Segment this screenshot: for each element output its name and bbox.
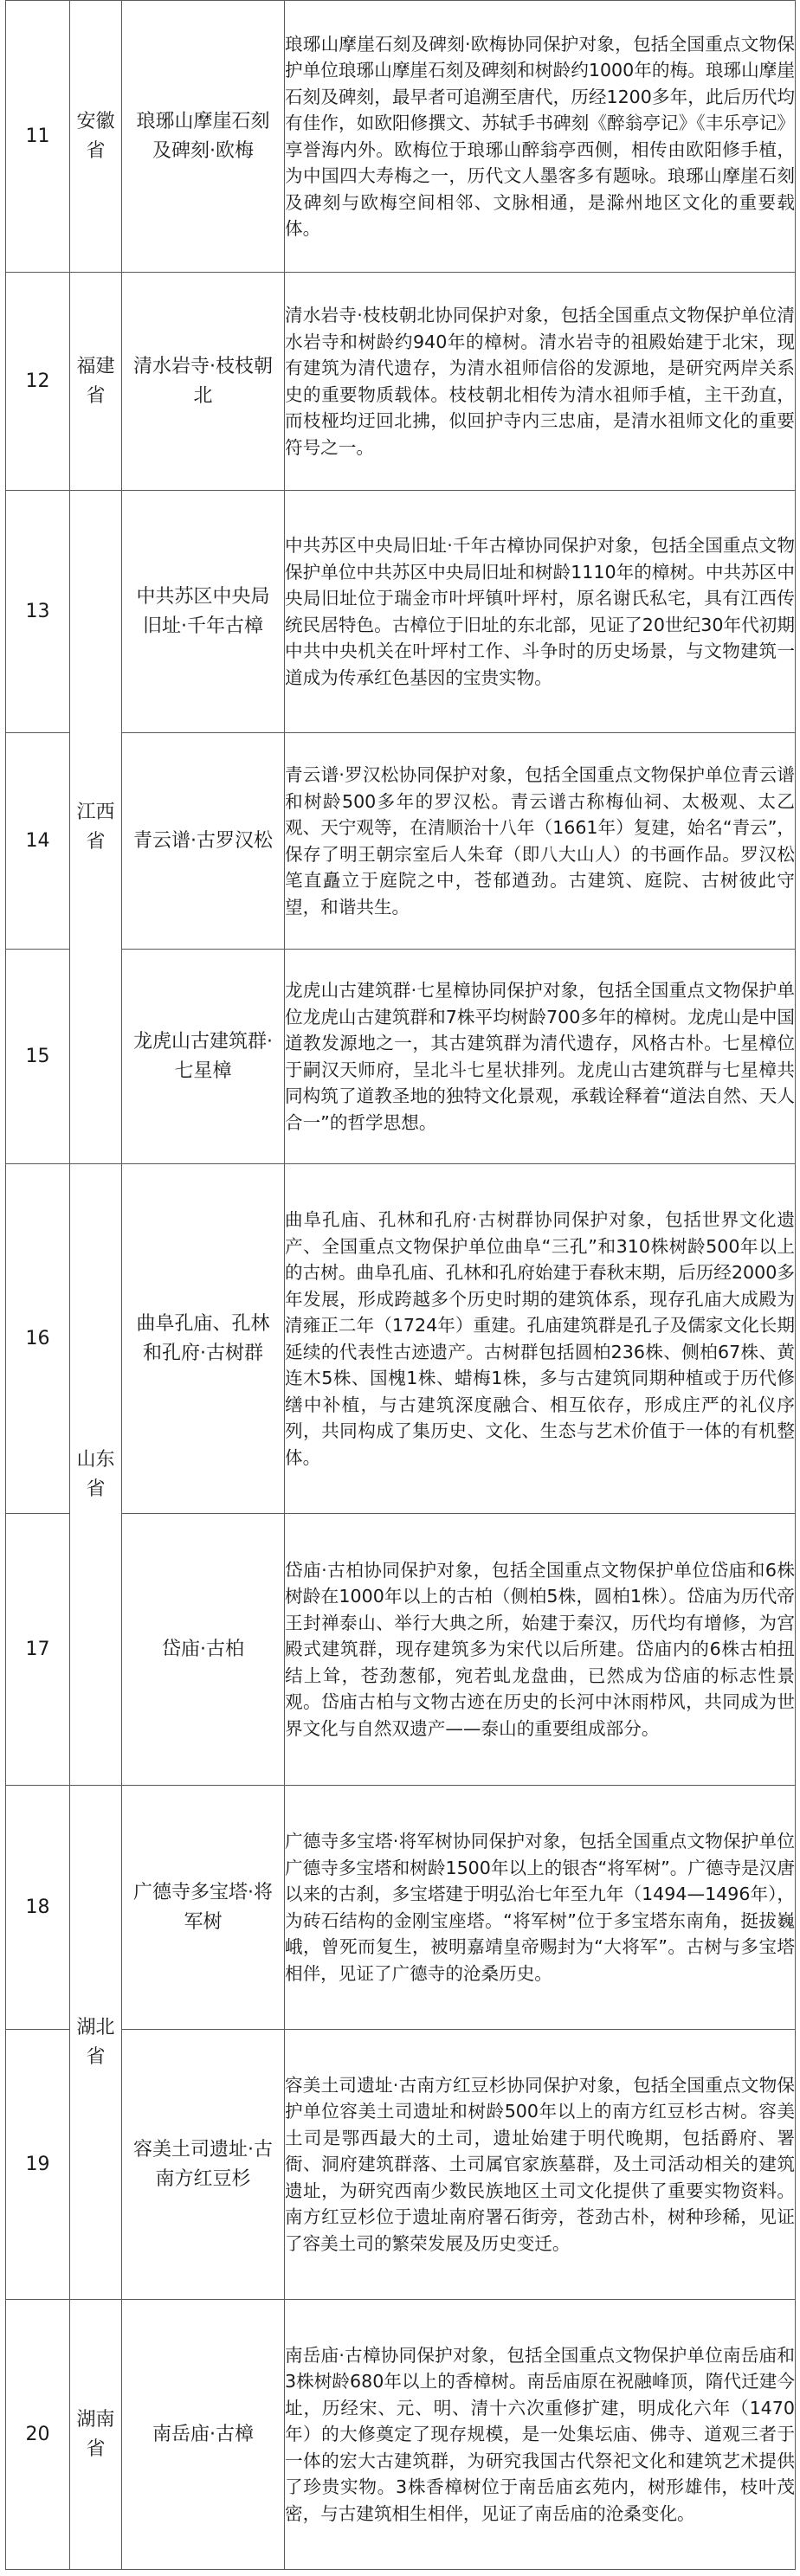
site-name-cell (122, 273, 285, 491)
site-name: 南岳庙·古樟 (152, 2423, 254, 2445)
table-row (6, 950, 796, 1164)
row-number-cell (6, 1164, 70, 1514)
description-cell (285, 2300, 796, 2570)
province-cell (70, 491, 122, 1164)
site-name: 中共苏区中央局旧址·千年古樟 (136, 585, 270, 637)
description-cell (285, 1514, 796, 1786)
row-number-cell (6, 1514, 70, 1786)
province-name: 江西省 (76, 801, 115, 853)
row-number: 17 (25, 1639, 50, 1660)
description-cell (285, 733, 796, 950)
site-name-cell (122, 1, 285, 273)
site-name: 琅琊山摩崖石刻及碑刻·欧梅 (136, 110, 270, 162)
description-text: 青云谱·罗汉松协同保护对象，包括全国重点文物保护单位青云谱和树龄500多年的罗汉松。青云谱古称梅仙祠、太极观、太乙观、天宁观等，在清顺治十八年（1661年）复建，始名“青云”，保存了明王朝宗室后人朱耷（即八大山人）的书画作品。罗汉松笔直矗立于庭院之中，苍郁遒劲。古建筑、庭院、古树彼此守望，和谐共生。 (285, 764, 795, 918)
site-name: 广德寺多宝塔·将军树 (133, 1881, 273, 1933)
table-row (6, 273, 796, 491)
table-row (6, 2030, 796, 2300)
description-cell (285, 2030, 796, 2300)
row-number-cell (6, 1, 70, 273)
row-number-cell (6, 2300, 70, 2570)
row-number-cell (6, 1786, 70, 2030)
description-text: 岱庙·古柏协同保护对象，包括全国重点文物保护单位岱庙和6株树龄在1000年以上的古柏（侧柏5株，圆柏1株）。岱庙为历代帝王封禅泰山、举行大典之所，始建于秦汉，历代均有增修，为宫殿式建筑群，现存建筑多为宋代以后所建。岱庙内的6株古柏扭结上耸，苍劲葱郁，宛若虬龙盘曲，已然成为岱庙的标志性景观。岱庙古柏与文物古迹在历史的长河中沐雨栉风，共同成为世界文化与自然双遗产——泰山的重要组成部分。 (285, 1559, 795, 1739)
province-cell (70, 2300, 122, 2570)
row-number: 12 (25, 370, 50, 392)
site-name-cell (122, 1164, 285, 1514)
description-cell (285, 1164, 796, 1514)
description-cell (285, 1, 796, 273)
table-row (6, 1514, 796, 1786)
site-name-cell (122, 2030, 285, 2300)
description-text: 清水岩寺·枝枝朝北协同保护对象，包括全国重点文物保护单位清水岩寺和树龄约940年的樟树。清水岩寺的祖殿始建于北宋，现有建筑为清代遗存，为清水祖师信俗的发源地，是研究两岸关系史的重要物质载体。枝枝朝北相传为清水祖师手植，主干劲直，而枝桠均迂回北拂，似回护寺内三忠庙，是清水祖师文化的重要符号之一。 (285, 305, 795, 458)
row-number: 14 (25, 830, 50, 852)
row-number: 20 (25, 2424, 50, 2445)
province-name: 山东省 (76, 1448, 115, 1500)
province-cell (70, 1786, 122, 2300)
site-name: 岱庙·古柏 (162, 1638, 244, 1660)
description-text: 容美土司遗址·古南方红豆杉协同保护对象，包括全国重点文物保护单位容美土司遗址和树龄500年以上的南方红豆杉古树。容美土司是鄂西最大的土司，遗址始建于明代晚期，包括爵府、署衙、洞府建筑群落、土司属官家族墓群，及土司活动相关的建筑遗址，为研究西南少数民族地区土司文化提供了重要实物资料。南方红豆杉位于遗址南府署石街旁，苍劲古朴，树种珍稀，见证了容美土司的繁荣发展及历史变迁。 (285, 2074, 795, 2254)
description-text: 龙虎山古建筑群·七星樟协同保护对象，包括全国重点文物保护单位龙虎山古建筑群和7株平均树龄700多年的樟树。龙虎山是中国道教发源地之一，其古建筑群为清代遗存，风格古朴。七星樟位于嗣汉天师府，呈北斗七星状排列。龙虎山古建筑群与七星樟共同构筑了道教圣地的独特文化景观，承载诠释着“道法自然、天人合一”的哲学思想。 (285, 980, 795, 1133)
site-name: 曲阜孔庙、孔林和孔府·古树群 (136, 1312, 270, 1364)
heritage-table (5, 0, 796, 2570)
site-name: 龙虎山古建筑群·七星樟 (133, 1030, 273, 1082)
description-cell (285, 491, 796, 733)
site-name-cell (122, 491, 285, 733)
site-name: 青云谱·古罗汉松 (133, 829, 273, 852)
province-name: 湖北省 (76, 2016, 115, 2068)
site-name: 容美土司遗址·古南方红豆杉 (133, 2138, 273, 2190)
table-row (6, 1786, 796, 2030)
table-row (6, 1164, 796, 1514)
table-row (6, 1, 796, 273)
province-cell (70, 273, 122, 491)
province-name: 湖南省 (76, 2408, 115, 2460)
row-number: 19 (25, 2154, 50, 2175)
description-cell (285, 1786, 796, 2030)
description-cell (285, 273, 796, 491)
description-text: 广德寺多宝塔·将军树协同保护对象，包括全国重点文物保护单位广德寺多宝塔和树龄1500年以上的银杏“将军树”。广德寺是汉唐以来的古刹，多宝塔建于明弘治七年至九年（1494—1496年），为砖石结构的金刚宝座塔。“将军树”位于多宝塔东南角，挺拔巍峨，曾死而复生，被明嘉靖皇帝赐封为“大将军”。古树与多宝塔相伴，见证了广德寺的沧桑历史。 (285, 1831, 795, 1984)
province-name: 福建省 (76, 355, 115, 407)
site-name: 清水岩寺·枝枝朝北 (133, 355, 273, 407)
table-row (6, 733, 796, 950)
site-name-cell (122, 1786, 285, 2030)
site-name-cell (122, 733, 285, 950)
site-name-cell (122, 1514, 285, 1786)
row-number: 18 (25, 1897, 50, 1918)
site-name-cell (122, 2300, 285, 2570)
description-text: 曲阜孔庙、孔林和孔府·古树群协同保护对象，包括世界文化遗产、全国重点文物保护单位曲阜“三孔”和310株树龄500年以上的古树。曲阜孔庙、孔林和孔府始建于春秋末期，后历经2000多年发展，形成跨越多个历史时期的建筑体系，现存孔庙大成殿为清雍正二年（1724年）重建。孔庙建筑群是孔子及儒家文化长期延续的代表性古迹遗产。古树群包括圆柏236株、侧柏67株、黄连木5株、国槐1株、蜡梅1株，多与古建筑同期种植或于历代修缮中补植，与古建筑深度融合、相互依存，形成庄严的礼仪序列，共同构成了集历史、文化、生态与艺术价值于一体的有机整体。 (285, 1209, 795, 1468)
row-number: 13 (25, 601, 50, 622)
province-cell (70, 1164, 122, 1786)
description-text: 南岳庙·古樟协同保护对象，包括全国重点文物保护单位南岳庙和3株树龄680年以上的香樟树。南岳庙原在祝融峰顶，隋代迁建今址，历经宋、元、明、清十六次重修扩建，明成化六年（1470年）的大修奠定了现存规模，是一处集坛庙、佛寺、道观三者于一体的宏大古建筑群，为研究我国古代祭祀文化和建筑艺术提供了珍贵实物。3株香樟树位于南岳庙玄苑内，树形雄伟，枝叶茂密，与古建筑相生相伴，见证了南岳庙的沧桑变化。 (285, 2344, 795, 2524)
table-row (6, 2300, 796, 2570)
row-number-cell (6, 2030, 70, 2300)
description-cell (285, 950, 796, 1164)
row-number: 16 (25, 1328, 50, 1349)
description-text: 琅琊山摩崖石刻及碑刻·欧梅协同保护对象，包括全国重点文物保护单位琅琊山摩崖石刻及碑刻和树龄约1000年的梅。琅琊山摩崖石刻及碑刻，最早者可追溯至唐代，历经1200多年，此后历代均有佳作，如欧阳修撰文、苏轼手书碑刻《醉翁亭记》《丰乐亭记》享誉海内外。欧梅位于琅琊山醉翁亭西侧，相传由欧阳修手植，为中国四大寿梅之一，历代文人墨客多有题咏。琅琊山摩崖石刻及碑刻与欧梅空间相邻、文脉相通，是滁州地区文化的重要载体。 (285, 33, 795, 239)
province-cell (70, 1, 122, 273)
row-number-cell (6, 273, 70, 491)
site-name-cell (122, 950, 285, 1164)
row-number-cell (6, 491, 70, 733)
row-number: 15 (25, 1046, 50, 1067)
table-row (6, 491, 796, 733)
description-text: 中共苏区中央局旧址·千年古樟协同保护对象，包括全国重点文物保护单位中共苏区中央局旧址和树龄1110年的樟树。中共苏区中央局旧址位于瑞金市叶坪镇叶坪村，原名谢氏私宅，具有江西传统民居特色。古樟位于旧址的东北部，见证了20世纪30年代初期中共中央机关在叶坪村工作、斗争时的历史场景，与文物建筑一道成为传承红色基因的宝贵实物。 (285, 535, 795, 688)
row-number-cell (6, 733, 70, 950)
province-name: 安徽省 (76, 110, 115, 162)
row-number-cell (6, 950, 70, 1164)
row-number: 11 (25, 126, 50, 147)
